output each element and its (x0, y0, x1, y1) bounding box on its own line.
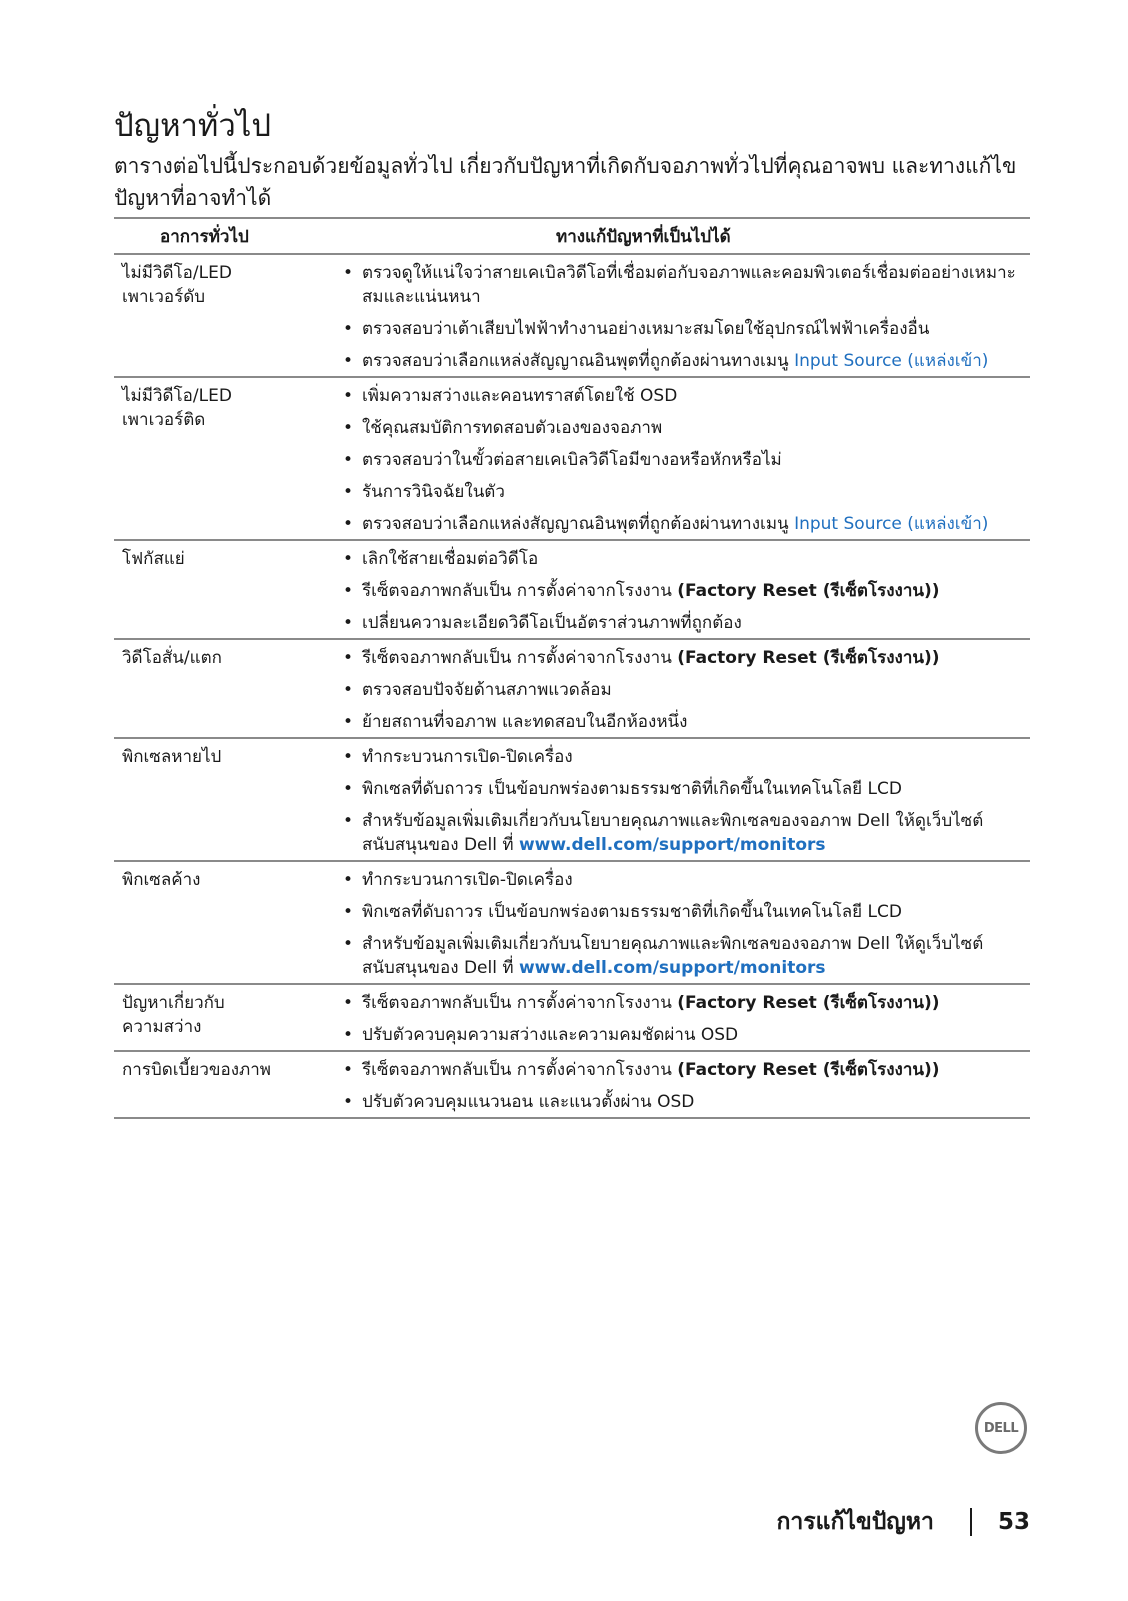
solution-cell (332, 540, 1030, 639)
solution-item (332, 349, 1030, 373)
symptom-cell: พิกเซลค้าง (122, 870, 201, 890)
solution-text: พิกเซลที่ดับถาวร เป็นข้อบกพร่องตามธรรมชาติที่เกิดขึ้นในเทคโนโลยี LCD (362, 902, 902, 922)
input-source-link[interactable]: Input Source (แหล่งเข้า) (794, 514, 989, 534)
symptom-cell: ปัญหาเกี่ยวกับ ความสว่าง (122, 993, 225, 1037)
factory-reset-label: (Factory Reset (รีเซ็ตโรงงาน)) (677, 648, 940, 668)
dell-support-link[interactable]: www.dell.com/support/monitors (518, 835, 826, 855)
solution-item (332, 646, 1030, 670)
solution-text: ตรวจสอบว่าเต้าเสียบไฟฟ้าทำงานอย่างเหมาะสมโดยใช้อุปกรณ์ไฟฟ้าเครื่องอื่น (362, 319, 930, 339)
table-header-row (114, 218, 1030, 254)
table-row (114, 861, 1030, 984)
solution-cell (332, 861, 1030, 984)
solution-item (332, 777, 1030, 801)
page-footer (700, 1502, 1030, 1542)
factory-reset-label: (Factory Reset (รีเซ็ตโรงงาน)) (677, 1060, 940, 1080)
solution-text: ปรับตัวควบคุมความสว่างและความคมชัดผ่าน OSD (362, 1025, 739, 1045)
solution-item (332, 991, 1030, 1015)
solution-text: เลิกใช้สายเชื่อมต่อวิดีโอ (362, 549, 539, 569)
table-body (114, 254, 1030, 1118)
solution-item (332, 317, 1030, 341)
table-row (114, 254, 1030, 377)
solution-item (332, 611, 1030, 635)
footer-divider (970, 1508, 972, 1536)
solution-list (332, 646, 1030, 734)
solution-text: ตรวจสอบว่าในขั้วต่อสายเคเบิลวิดีโอมีขางอหรือหักหรือไม่ (362, 450, 782, 470)
solution-item (332, 416, 1030, 440)
symptom-cell: ไม่มีวิดีโอ/LED เพาเวอร์ติด (122, 386, 232, 430)
solution-text: รันการวินิจฉัยในตัว (362, 482, 505, 502)
solution-list (332, 1058, 1030, 1114)
troubleshooting-table (114, 217, 1030, 1119)
solution-text: ตรวจสอบปัจจัยด้านสภาพแวดล้อม (362, 680, 612, 700)
solution-text: รีเซ็ตจอภาพกลับเป็น การตั้งค่าจากโรงงาน (362, 581, 678, 601)
table-row (114, 639, 1030, 738)
intro-paragraph: ตารางต่อไปนี้ประกอบด้วยข้อมูลทั่วไป เกี่ยวกับปัญหาที่เกิดกับจอภาพทั่วไปที่คุณอาจพบ และทางแก้ไขปัญหาที่อาจทำได้ (114, 154, 1017, 210)
dell-support-link[interactable]: www.dell.com/support/monitors (518, 958, 826, 978)
solution-list (332, 868, 1030, 980)
table-row (114, 1051, 1030, 1118)
solution-text: ปรับตัวควบคุมแนวนอน และแนวตั้งผ่าน OSD (362, 1092, 695, 1112)
symptom-cell: การบิดเบี้ยวของภาพ (122, 1060, 271, 1080)
table-row (114, 738, 1030, 861)
symptom-cell: วิดีโอสั่น/แตก (122, 648, 222, 668)
input-source-link[interactable]: Input Source (แหล่งเข้า) (794, 351, 989, 371)
factory-reset-label: (Factory Reset (รีเซ็ตโรงงาน)) (677, 993, 940, 1013)
solution-item (332, 1058, 1030, 1082)
table-row (114, 377, 1030, 540)
solution-cell (332, 377, 1030, 540)
solution-list (332, 745, 1030, 857)
symptom-cell: โฟกัสแย่ (122, 549, 185, 569)
solution-item (332, 261, 1030, 309)
page-number: 53 (997, 1509, 1030, 1535)
solution-cell (332, 639, 1030, 738)
solution-text: รีเซ็ตจอภาพกลับเป็น การตั้งค่าจากโรงงาน (362, 648, 678, 668)
solution-item (332, 868, 1030, 892)
dell-logo-icon: DELL (975, 1402, 1027, 1454)
solution-text: ย้ายสถานที่จอภาพ และทดสอบในอีกห้องหนึ่ง (362, 712, 688, 732)
solution-item (332, 547, 1030, 571)
solution-text: ทำกระบวนการเปิด-ปิดเครื่อง (362, 870, 573, 890)
solution-item (332, 809, 1030, 857)
solution-list (332, 547, 1030, 635)
solution-text: เพิ่มความสว่างและคอนทราสต์โดยใช้ OSD (362, 386, 678, 406)
solution-text: ตรวจสอบว่าเลือกแหล่งสัญญาณอินพุตที่ถูกต้องผ่านทางเมนู (362, 514, 795, 534)
solution-item (332, 710, 1030, 734)
footer-section-title: การแก้ไขปัญหา (776, 1509, 934, 1535)
page-title: ปัญหาทั่วไป (114, 108, 272, 144)
header-symptom: อาการทั่วไป (160, 226, 249, 247)
solution-item (332, 678, 1030, 702)
solution-item (332, 745, 1030, 769)
solution-text: ตรวจสอบว่าเลือกแหล่งสัญญาณอินพุตที่ถูกต้องผ่านทางเมนู (362, 351, 795, 371)
solution-item (332, 384, 1030, 408)
symptom-cell: พิกเซลหายไป (122, 747, 222, 767)
solution-list (332, 991, 1030, 1047)
factory-reset-label: (Factory Reset (รีเซ็ตโรงงาน)) (677, 581, 940, 601)
solution-list (332, 384, 1030, 536)
solution-cell (332, 1051, 1030, 1118)
solution-item (332, 480, 1030, 504)
solution-text: เปลี่ยนความละเอียดวิดีโอเป็นอัตราส่วนภาพที่ถูกต้อง (362, 613, 742, 633)
solution-text: ทำกระบวนการเปิด-ปิดเครื่อง (362, 747, 573, 767)
symptom-cell: ไม่มีวิดีโอ/LED เพาเวอร์ดับ (122, 263, 232, 307)
solution-list (332, 261, 1030, 373)
solution-item (332, 1023, 1030, 1047)
header-solution: ทางแก้ปัญหาที่เป็นไปได้ (556, 226, 731, 247)
solution-cell (332, 254, 1030, 377)
solution-item (332, 448, 1030, 472)
solution-text: สำหรับข้อมูลเพิ่มเติมเกี่ยวกับนโยบายคุณภาพและพิกเซลของจอภาพ Dell ให้ดูเว็บไซต์สนับสนุนของ Dell ที่ (362, 811, 984, 855)
solution-item (332, 900, 1030, 924)
solution-text: ใช้คุณสมบัติการทดสอบตัวเองของจอภาพ (362, 418, 663, 438)
solution-text: พิกเซลที่ดับถาวร เป็นข้อบกพร่องตามธรรมชาติที่เกิดขึ้นในเทคโนโลยี LCD (362, 779, 902, 799)
solution-text: รีเซ็ตจอภาพกลับเป็น การตั้งค่าจากโรงงาน (362, 1060, 678, 1080)
solution-text: สำหรับข้อมูลเพิ่มเติมเกี่ยวกับนโยบายคุณภาพและพิกเซลของจอภาพ Dell ให้ดูเว็บไซต์สนับสนุนของ Dell ที่ (362, 934, 984, 978)
solution-cell (332, 738, 1030, 861)
solution-text: ตรวจดูให้แน่ใจว่าสายเคเบิลวิดีโอที่เชื่อมต่อกับจอภาพและคอมพิวเตอร์เชื่อมต่ออย่างเหมาะสมและแน่นหนา (362, 263, 1016, 307)
table-row (114, 984, 1030, 1051)
solution-item (332, 932, 1030, 980)
solution-text: รีเซ็ตจอภาพกลับเป็น การตั้งค่าจากโรงงาน (362, 993, 678, 1013)
table-row (114, 540, 1030, 639)
solution-item (332, 1090, 1030, 1114)
solution-item (332, 579, 1030, 603)
solution-cell (332, 984, 1030, 1051)
solution-item (332, 512, 1030, 536)
